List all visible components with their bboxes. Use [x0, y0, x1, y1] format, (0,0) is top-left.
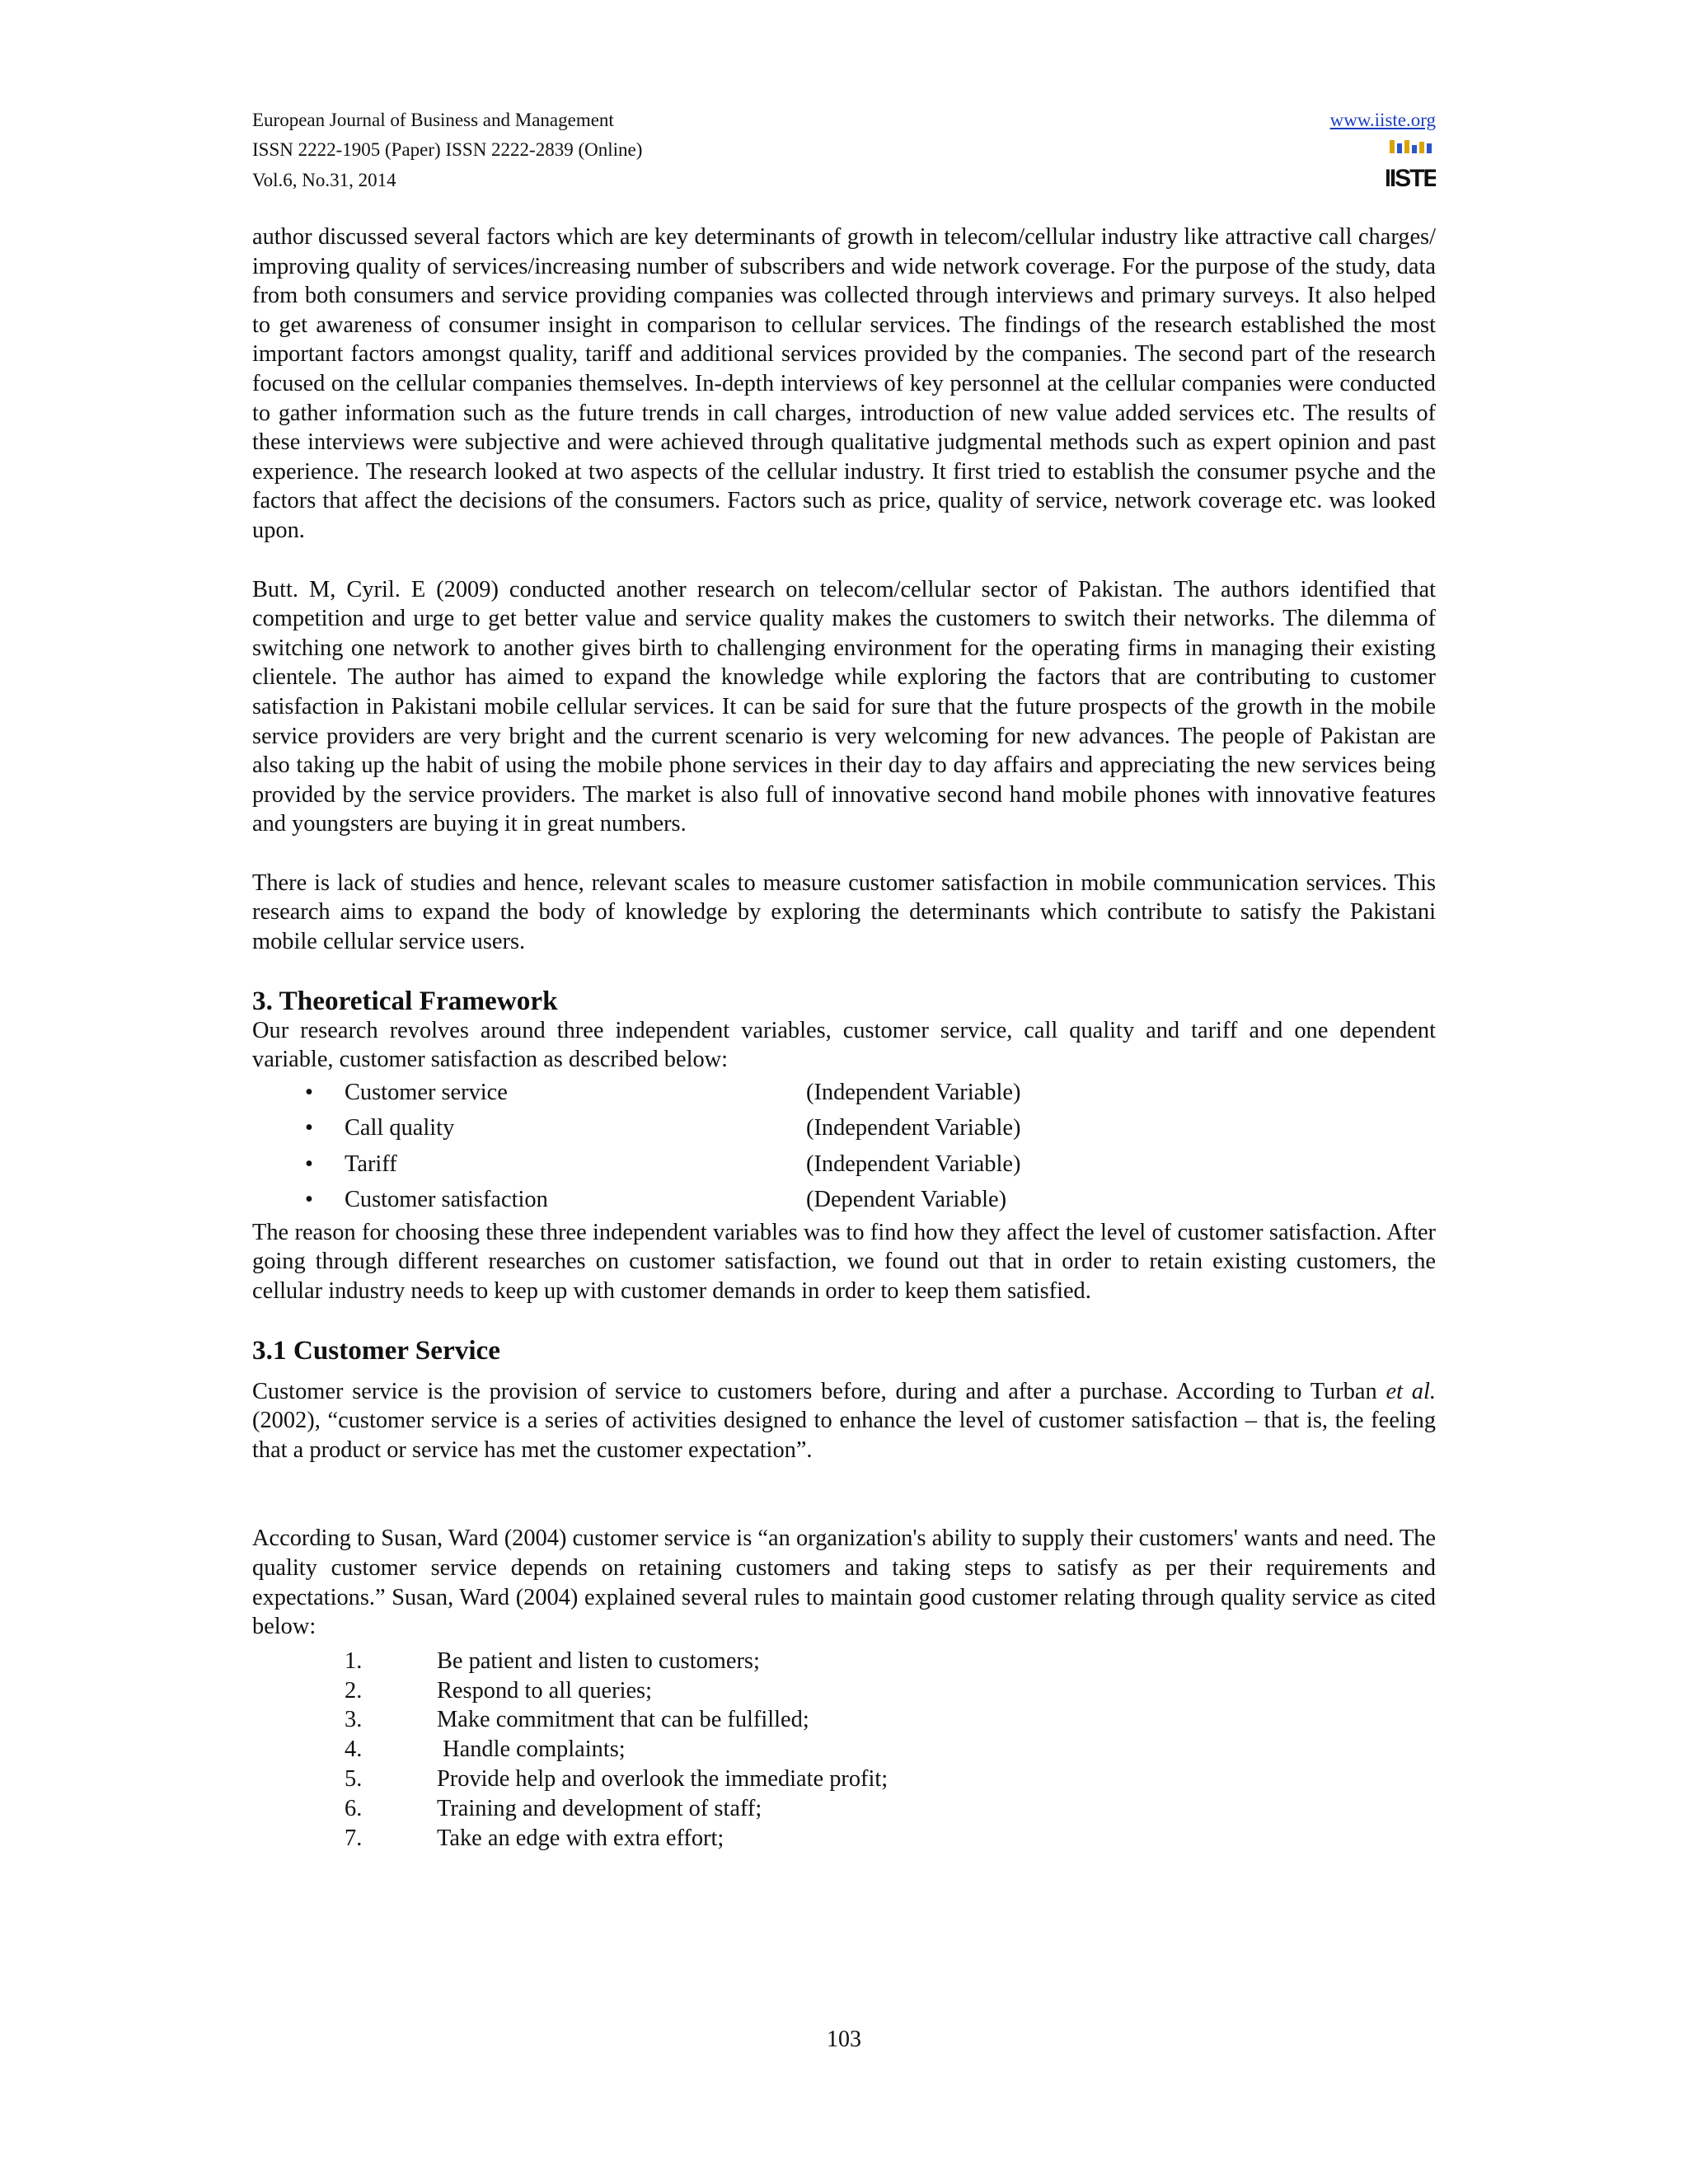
- italic-text: et al.: [1386, 1378, 1436, 1404]
- page-number: 103: [827, 2027, 861, 2052]
- list-item: [252, 1110, 1436, 1146]
- list-item: [252, 1794, 1436, 1824]
- bullet-icon: •: [305, 1079, 313, 1105]
- list-item: [252, 1735, 1436, 1765]
- body-paragraph: There is lack of studies and hence, relevant scales to measure customer satisfaction in mobile communication services. This research aims to expand the body of knowledge by exploring the determinants which contribute to satisfy the Pakistani mobile cellular service users.: [252, 869, 1436, 955]
- list-number: 7.: [345, 1825, 363, 1851]
- list-text: Make commitment that can be fulfilled;: [437, 1707, 809, 1733]
- body-paragraph: [252, 1377, 1436, 1465]
- variable-name: Call quality: [345, 1115, 455, 1141]
- body-paragraph: The reason for choosing these three independent variables was to find how they affect the level of customer satisfaction. After going through different researches on customer satisfaction, we found out that in order to retain existing customers, the cellular industry needs to keep up with customer demands in order to keep them satisfied.: [252, 1219, 1436, 1305]
- subsection-heading: 3.1 Customer Service: [252, 1334, 501, 1366]
- iiste-logo-icon: [1386, 138, 1436, 191]
- body-paragraph: Our research revolves around three independent variables, customer service, call quality and tariff and one dependent variable, customer satisfaction as described below:: [252, 1017, 1436, 1073]
- journal-header: [252, 105, 1436, 204]
- journal-website-link[interactable]: www.iiste.org: [1329, 110, 1436, 130]
- variable-name: Customer satisfaction: [345, 1187, 548, 1213]
- list-item: [252, 1824, 1436, 1854]
- list-item: [252, 1075, 1436, 1111]
- journal-volume: Vol.6, No.31, 2014: [252, 170, 396, 190]
- variable-type: (Independent Variable): [806, 1115, 1021, 1141]
- journal-name: European Journal of Business and Management: [252, 110, 614, 130]
- list-item: [252, 1676, 1436, 1706]
- list-text: Respond to all queries;: [437, 1677, 652, 1704]
- list-item: [252, 1705, 1436, 1735]
- variable-type: (Dependent Variable): [806, 1187, 1007, 1213]
- list-text: Provide help and overlook the immediate profit;: [437, 1765, 889, 1792]
- list-number: 1.: [345, 1647, 363, 1674]
- body-paragraph: According to Susan, Ward (2004) customer service is “an organization's ability to supply their customers' wants and need. The quality customer service depends on retaining customers and taking steps to satisfy as per their requirements and expectations.” Susan, Ward (2004) explained several rules to maintain good customer relating through quality service as cited below:: [252, 1526, 1436, 1640]
- list-text: Handle complaints;: [437, 1736, 626, 1763]
- logo-wordmark: IISTE: [1386, 165, 1436, 191]
- list-item: [252, 1146, 1436, 1183]
- body-paragraph: Butt. M, Cyril. E (2009) conducted another research on telecom/cellular sector of Pakistan. The authors identified that competition and urge to get better value and service quality makes the customers to switch their networks. The dilemma of switching one network to another gives birth to challenging environment for the operating firms in managing their existing clientele. The author has aimed to expand the knowledge while exploring the factors that are contributing to customer satisfaction in Pakistani mobile cellular services. It can be said for sure that the future prospects of the growth in the mobile service providers are very bright and the current scenario is very welcoming for new advances. The people of Pakistan are also taking up the habit of using the mobile phone services in their day to day affairs and appreciating the new services being provided by the service providers. The market is also full of innovative second hand mobile phones with innovative features and youngsters are buying it in great numbers.: [252, 576, 1436, 837]
- article-body: [252, 223, 1436, 1853]
- list-text: Take an edge with extra effort;: [437, 1825, 724, 1851]
- list-item: [252, 1765, 1436, 1794]
- list-number: 2.: [345, 1677, 363, 1704]
- variable-type: (Independent Variable): [806, 1079, 1021, 1105]
- text-run: (2002), “customer service is a series of activities designed to enhance the level of customer satisfaction – that is, the feeling that a product or service has met the customer expectation”.: [252, 1408, 1436, 1463]
- rules-list: [252, 1647, 1436, 1854]
- journal-issn: ISSN 2222-1905 (Paper) ISSN 2222-2839 (Online): [252, 139, 643, 160]
- variable-type: (Independent Variable): [806, 1151, 1021, 1177]
- section-heading: 3. Theoretical Framework: [252, 985, 558, 1016]
- text-run: Customer service is the provision of service to customers before, during and after a purchase. According to Turban: [252, 1378, 1386, 1404]
- variables-list: [252, 1075, 1436, 1218]
- variable-name: Customer service: [345, 1079, 508, 1105]
- list-number: 6.: [345, 1795, 363, 1821]
- list-number: 4.: [345, 1736, 363, 1763]
- variable-name: Tariff: [345, 1151, 397, 1177]
- list-item: [252, 1647, 1436, 1676]
- bullet-icon: •: [305, 1187, 313, 1213]
- list-number: 5.: [345, 1765, 363, 1792]
- list-item: [252, 1182, 1436, 1218]
- list-number: 3.: [345, 1707, 363, 1733]
- body-paragraph: author discussed several factors which are key determinants of growth in telecom/cellular industry like attractive call charges/ improving quality of services/increasing number of subscribers and wide network coverage. For the purpose of the study, data from both consumers and service providing companies was collected through interviews and primary surveys. It also helped to get awareness of consumer insight in comparison to cellular services. The findings of the research established the most important factors amongst quality, tariff and additional services provided by the companies. The second part of the research focused on the cellular companies themselves. In-depth interviews of key personnel at the cellular companies were conducted to gather information such as the future trends in call charges, introduction of new value added services etc. The results of these interviews were subjective and were achieved through qualitative judgmental methods such as expert opinion and past experience. The research looked at two aspects of the cellular industry. It first tried to establish the consumer psyche and the factors that affect the decisions of the consumers. Factors such as price, quality of service, network coverage etc. was looked upon.: [252, 224, 1436, 543]
- bullet-icon: •: [305, 1151, 313, 1177]
- list-text: Be patient and listen to customers;: [437, 1647, 760, 1674]
- bullet-icon: •: [305, 1115, 313, 1141]
- list-text: Training and development of staff;: [437, 1795, 762, 1821]
